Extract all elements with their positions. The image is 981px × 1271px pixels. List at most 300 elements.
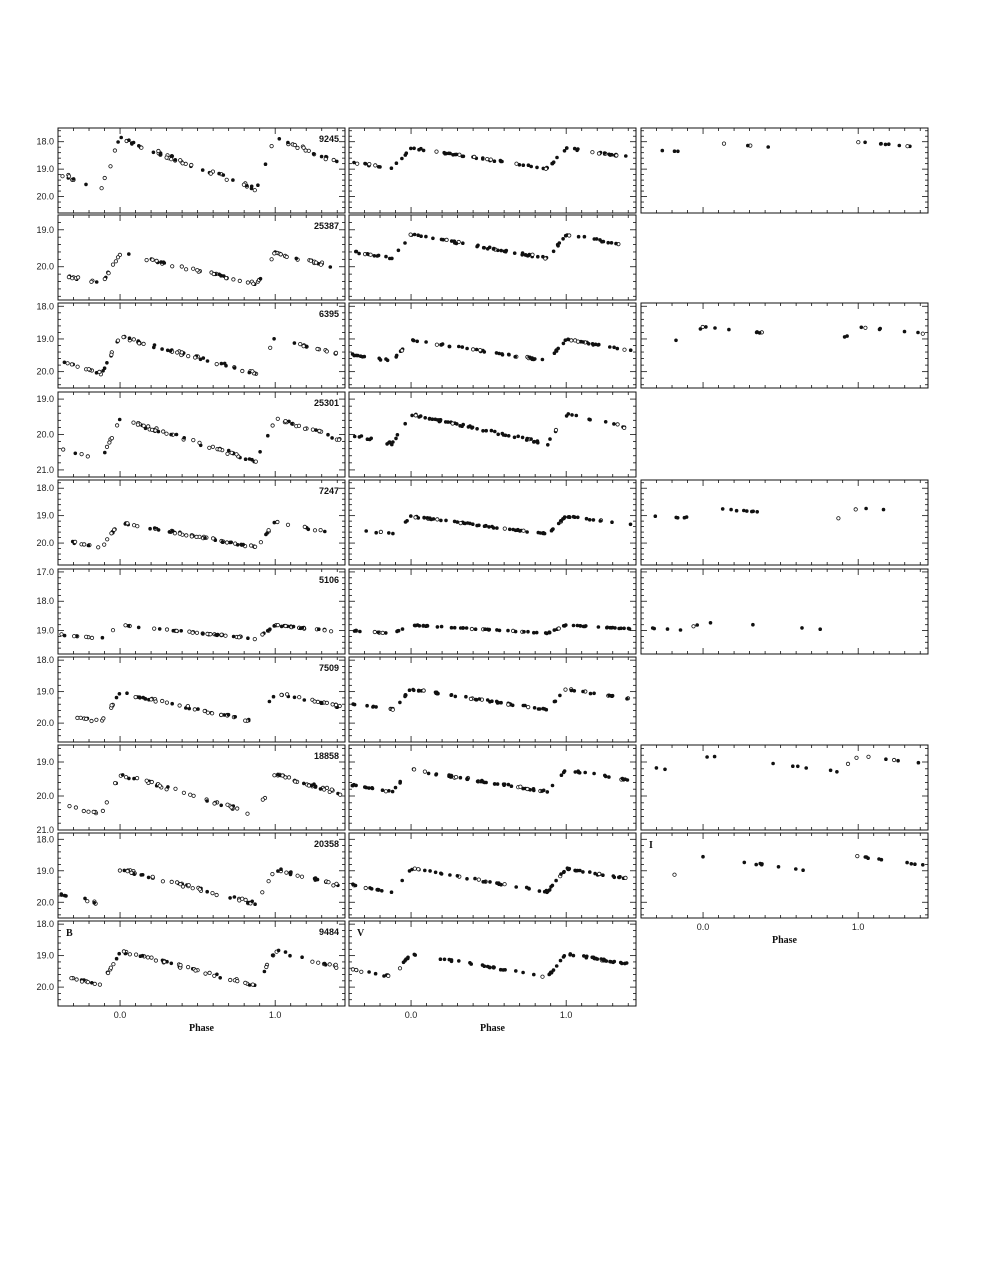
data-point — [211, 891, 214, 894]
data-point — [376, 255, 379, 258]
panel-B-6395 — [36, 301, 345, 388]
data-point — [280, 625, 283, 628]
data-point — [374, 972, 377, 975]
data-point — [265, 533, 268, 536]
data-point — [145, 258, 148, 261]
data-point — [535, 631, 538, 634]
data-point — [461, 155, 464, 158]
data-point — [240, 543, 243, 546]
data-point — [117, 141, 120, 144]
data-point — [449, 874, 452, 877]
data-point — [601, 958, 604, 961]
data-point — [175, 881, 178, 884]
data-point — [602, 240, 605, 243]
data-point — [675, 339, 678, 342]
data-point — [83, 543, 86, 546]
panel-V-9245 — [349, 128, 636, 213]
data-point — [593, 772, 596, 775]
data-point — [488, 629, 491, 632]
data-point — [371, 786, 374, 789]
data-point — [165, 701, 168, 704]
data-point — [507, 353, 510, 356]
data-point — [471, 348, 474, 351]
data-point — [526, 531, 529, 534]
y-tick-label: 19.0 — [36, 757, 54, 767]
data-point — [474, 628, 477, 631]
data-point — [318, 429, 321, 432]
data-point — [244, 458, 247, 461]
data-point — [409, 147, 412, 150]
data-point — [567, 338, 570, 341]
data-point — [186, 965, 189, 968]
data-point — [414, 516, 417, 519]
data-point — [432, 237, 435, 240]
data-point — [170, 880, 173, 883]
data-point — [654, 515, 657, 518]
data-point — [721, 508, 724, 511]
data-point — [227, 713, 230, 716]
data-point — [614, 627, 617, 630]
data-point — [579, 869, 582, 872]
data-point — [514, 355, 517, 358]
data-point — [465, 627, 468, 630]
data-point — [323, 629, 326, 632]
data-point — [267, 880, 270, 883]
data-point — [384, 790, 387, 793]
data-point — [109, 966, 112, 969]
data-point — [70, 363, 73, 366]
data-point — [334, 703, 337, 706]
panel-B-20358 — [36, 833, 345, 918]
data-point — [597, 152, 600, 155]
data-point — [296, 874, 299, 877]
data-point — [921, 332, 924, 335]
star-id-label: 25387 — [313, 221, 339, 231]
data-point — [165, 432, 168, 435]
data-point — [864, 141, 867, 144]
data-point — [106, 538, 109, 541]
data-point — [189, 793, 192, 796]
data-point — [192, 267, 195, 270]
data-point — [836, 770, 839, 773]
data-point — [555, 965, 558, 968]
data-point — [353, 703, 356, 706]
panel-frame — [349, 657, 636, 742]
data-point — [261, 633, 264, 636]
data-point — [115, 696, 118, 699]
data-point — [366, 252, 369, 255]
data-point — [202, 633, 205, 636]
y-tick-label: 20.0 — [36, 538, 54, 549]
data-point — [285, 255, 288, 258]
data-point — [150, 956, 153, 959]
data-point — [483, 965, 486, 968]
data-point — [332, 158, 335, 161]
data-point — [284, 624, 287, 627]
data-point — [414, 624, 417, 627]
data-point — [383, 975, 386, 978]
data-point — [232, 635, 235, 638]
data-point — [884, 143, 887, 146]
data-point — [395, 162, 398, 165]
data-point — [111, 263, 114, 266]
data-point — [435, 773, 438, 776]
data-point — [140, 146, 143, 149]
data-point — [536, 441, 539, 444]
data-point — [582, 871, 585, 874]
data-point — [118, 692, 121, 695]
data-point — [298, 696, 301, 699]
data-point — [623, 348, 626, 351]
data-point — [105, 801, 108, 804]
data-point — [655, 767, 658, 770]
data-point — [170, 962, 173, 965]
data-point — [259, 277, 262, 280]
data-point — [161, 348, 164, 351]
star-id-label: 7247 — [318, 486, 339, 496]
data-point — [903, 330, 906, 333]
data-point — [427, 772, 430, 775]
data-point — [465, 695, 468, 698]
data-point — [112, 963, 115, 966]
data-point — [273, 337, 276, 340]
data-point — [450, 959, 453, 962]
data-point — [320, 702, 323, 705]
data-point — [105, 445, 108, 448]
data-point — [380, 889, 383, 892]
data-point — [381, 631, 384, 634]
data-point — [225, 178, 228, 181]
data-point — [679, 629, 682, 632]
data-point — [374, 164, 377, 167]
data-points — [351, 768, 629, 794]
data-point — [390, 891, 393, 894]
data-point — [315, 429, 318, 432]
data-point — [592, 519, 595, 522]
data-point — [237, 636, 240, 639]
data-point — [192, 794, 195, 797]
data-point — [325, 701, 328, 704]
data-point — [583, 235, 586, 238]
data-point — [521, 436, 524, 439]
data-point — [416, 340, 419, 343]
data-point — [302, 782, 305, 785]
panel-I-18858 — [641, 745, 928, 830]
data-point — [544, 167, 547, 170]
data-point — [266, 434, 269, 437]
data-point — [370, 887, 373, 890]
y-tick-label: 18.0 — [36, 483, 54, 494]
panel-frame — [58, 480, 345, 565]
data-point — [87, 368, 90, 371]
data-point — [118, 952, 121, 955]
data-point — [204, 537, 207, 540]
data-point — [473, 155, 476, 158]
data-point — [297, 424, 300, 427]
data-point — [381, 789, 384, 792]
data-point — [683, 516, 686, 519]
data-points — [651, 621, 821, 631]
data-point — [722, 142, 725, 145]
data-point — [263, 970, 266, 973]
data-point — [880, 142, 883, 145]
data-point — [885, 758, 888, 761]
data-point — [507, 783, 510, 786]
data-point — [178, 704, 181, 707]
data-point — [145, 779, 148, 782]
data-point — [253, 545, 256, 548]
data-point — [310, 784, 313, 787]
data-point — [388, 441, 391, 444]
data-point — [450, 626, 453, 629]
data-point — [819, 628, 822, 631]
data-point — [130, 142, 133, 145]
data-point — [172, 629, 175, 632]
data-point — [192, 438, 195, 441]
data-point — [93, 901, 96, 904]
data-point — [351, 968, 354, 971]
data-point — [607, 241, 610, 244]
data-point — [562, 518, 565, 521]
data-point — [572, 624, 575, 627]
data-point — [171, 530, 174, 533]
data-point — [135, 776, 138, 779]
data-point — [426, 625, 429, 628]
data-point — [897, 759, 900, 762]
panel-V-5106 — [349, 569, 636, 654]
data-point — [190, 535, 193, 538]
data-point — [169, 350, 172, 353]
data-point — [356, 162, 359, 165]
data-point — [335, 160, 338, 163]
data-point — [133, 777, 136, 780]
data-point — [546, 443, 549, 446]
data-point — [319, 788, 322, 791]
data-point — [209, 633, 212, 636]
data-point — [422, 689, 425, 692]
data-point — [154, 959, 157, 962]
data-point — [478, 524, 481, 527]
data-point — [584, 625, 587, 628]
data-point — [549, 438, 552, 441]
x-axis-title: Phase — [189, 1023, 214, 1034]
data-point — [271, 872, 274, 875]
data-point — [453, 626, 456, 629]
data-point — [573, 516, 576, 519]
data-point — [316, 700, 319, 703]
data-point — [613, 960, 616, 963]
y-tick-label: 19.0 — [36, 333, 54, 344]
data-point — [90, 636, 93, 639]
data-point — [368, 162, 371, 165]
data-point — [220, 633, 223, 636]
data-point — [187, 884, 190, 887]
data-point — [194, 969, 197, 972]
data-point — [755, 863, 758, 866]
data-point — [204, 972, 207, 975]
data-point — [278, 137, 281, 140]
data-point — [576, 340, 579, 343]
data-point — [149, 527, 152, 530]
data-point — [186, 704, 189, 707]
data-point — [429, 870, 432, 873]
data-point — [856, 854, 859, 857]
data-point — [500, 249, 503, 252]
data-points — [655, 755, 920, 773]
data-point — [488, 526, 491, 529]
data-point — [406, 519, 409, 522]
data-point — [229, 978, 232, 981]
data-point — [413, 233, 416, 236]
data-point — [805, 767, 808, 770]
data-point — [179, 883, 182, 886]
data-point — [368, 787, 371, 790]
panel-frame — [58, 921, 345, 1006]
data-point — [329, 630, 332, 633]
data-point — [392, 441, 395, 444]
data-point — [709, 621, 712, 624]
data-point — [353, 435, 356, 438]
y-tick-label: 19.0 — [36, 625, 54, 636]
data-point — [493, 783, 496, 786]
data-point — [98, 370, 101, 373]
data-point — [95, 718, 98, 721]
data-point — [252, 282, 255, 285]
data-point — [758, 332, 761, 335]
data-point — [328, 963, 331, 966]
data-point — [439, 958, 442, 961]
data-point — [134, 695, 137, 698]
data-point — [437, 692, 440, 695]
data-point — [575, 414, 578, 417]
panel-V-7509 — [349, 657, 636, 742]
data-point — [72, 178, 75, 181]
data-point — [398, 967, 401, 970]
data-point — [435, 343, 438, 346]
band-label: I — [649, 840, 653, 851]
data-point — [477, 878, 480, 881]
data-point — [623, 962, 626, 965]
data-point — [620, 627, 623, 630]
data-point — [314, 261, 317, 264]
data-point — [417, 689, 420, 692]
data-point — [354, 629, 357, 632]
data-point — [536, 166, 539, 169]
data-point — [593, 692, 596, 695]
y-tick-label: 21.0 — [36, 825, 54, 835]
data-point — [364, 162, 367, 165]
data-point — [76, 276, 79, 279]
data-point — [316, 347, 319, 350]
star-id-label: 7509 — [318, 663, 339, 673]
data-point — [598, 872, 601, 875]
data-point — [151, 258, 154, 261]
data-point — [87, 544, 90, 547]
data-point — [466, 778, 469, 781]
data-point — [482, 246, 485, 249]
data-point — [159, 153, 162, 156]
data-point — [438, 420, 441, 423]
data-point — [132, 421, 135, 424]
data-point — [524, 704, 527, 707]
data-point — [492, 966, 495, 969]
data-point — [496, 882, 499, 885]
data-point — [864, 856, 867, 859]
data-point — [92, 810, 95, 813]
data-point — [610, 241, 613, 244]
data-point — [485, 781, 488, 784]
data-point — [147, 876, 150, 879]
data-point — [425, 341, 428, 344]
data-point — [609, 960, 612, 963]
data-point — [97, 546, 100, 549]
data-point — [376, 888, 379, 891]
data-point — [428, 417, 431, 420]
data-point — [864, 326, 867, 329]
data-point — [311, 960, 314, 963]
data-point — [422, 149, 425, 152]
data-point — [537, 531, 540, 534]
data-point — [167, 786, 170, 789]
panel-frame — [349, 569, 636, 654]
data-point — [454, 695, 457, 698]
data-point — [906, 861, 909, 864]
data-point — [554, 700, 557, 703]
data-point — [553, 629, 556, 632]
data-point — [311, 428, 314, 431]
data-point — [352, 784, 355, 787]
data-point — [532, 973, 535, 976]
data-point — [547, 890, 550, 893]
data-point — [615, 242, 618, 245]
data-point — [285, 871, 288, 874]
y-tick-label: 18.0 — [36, 834, 54, 845]
data-point — [450, 240, 453, 243]
data-point — [335, 966, 338, 969]
y-tick-label: 20.0 — [36, 982, 54, 993]
data-point — [86, 980, 89, 983]
data-point — [412, 689, 415, 692]
data-point — [372, 706, 375, 709]
data-point — [613, 876, 616, 879]
data-point — [232, 278, 235, 281]
data-point — [261, 891, 264, 894]
data-point — [60, 893, 63, 896]
panel-frame — [641, 303, 928, 388]
data-point — [103, 277, 106, 280]
data-points — [352, 867, 628, 894]
data-point — [170, 433, 173, 436]
data-point — [802, 869, 805, 872]
data-point — [488, 966, 491, 969]
data-point — [215, 634, 218, 637]
data-point — [576, 516, 579, 519]
data-point — [150, 698, 153, 701]
data-point — [76, 716, 79, 719]
panel-B-7247 — [36, 480, 345, 565]
data-point — [489, 158, 492, 161]
data-point — [562, 237, 565, 240]
data-point — [225, 364, 228, 367]
band-label: V — [357, 928, 365, 939]
data-point — [293, 342, 296, 345]
data-point — [411, 339, 414, 342]
data-point — [154, 700, 157, 703]
data-point — [454, 775, 457, 778]
data-point — [388, 257, 391, 260]
data-point — [319, 528, 322, 531]
data-point — [294, 780, 297, 783]
